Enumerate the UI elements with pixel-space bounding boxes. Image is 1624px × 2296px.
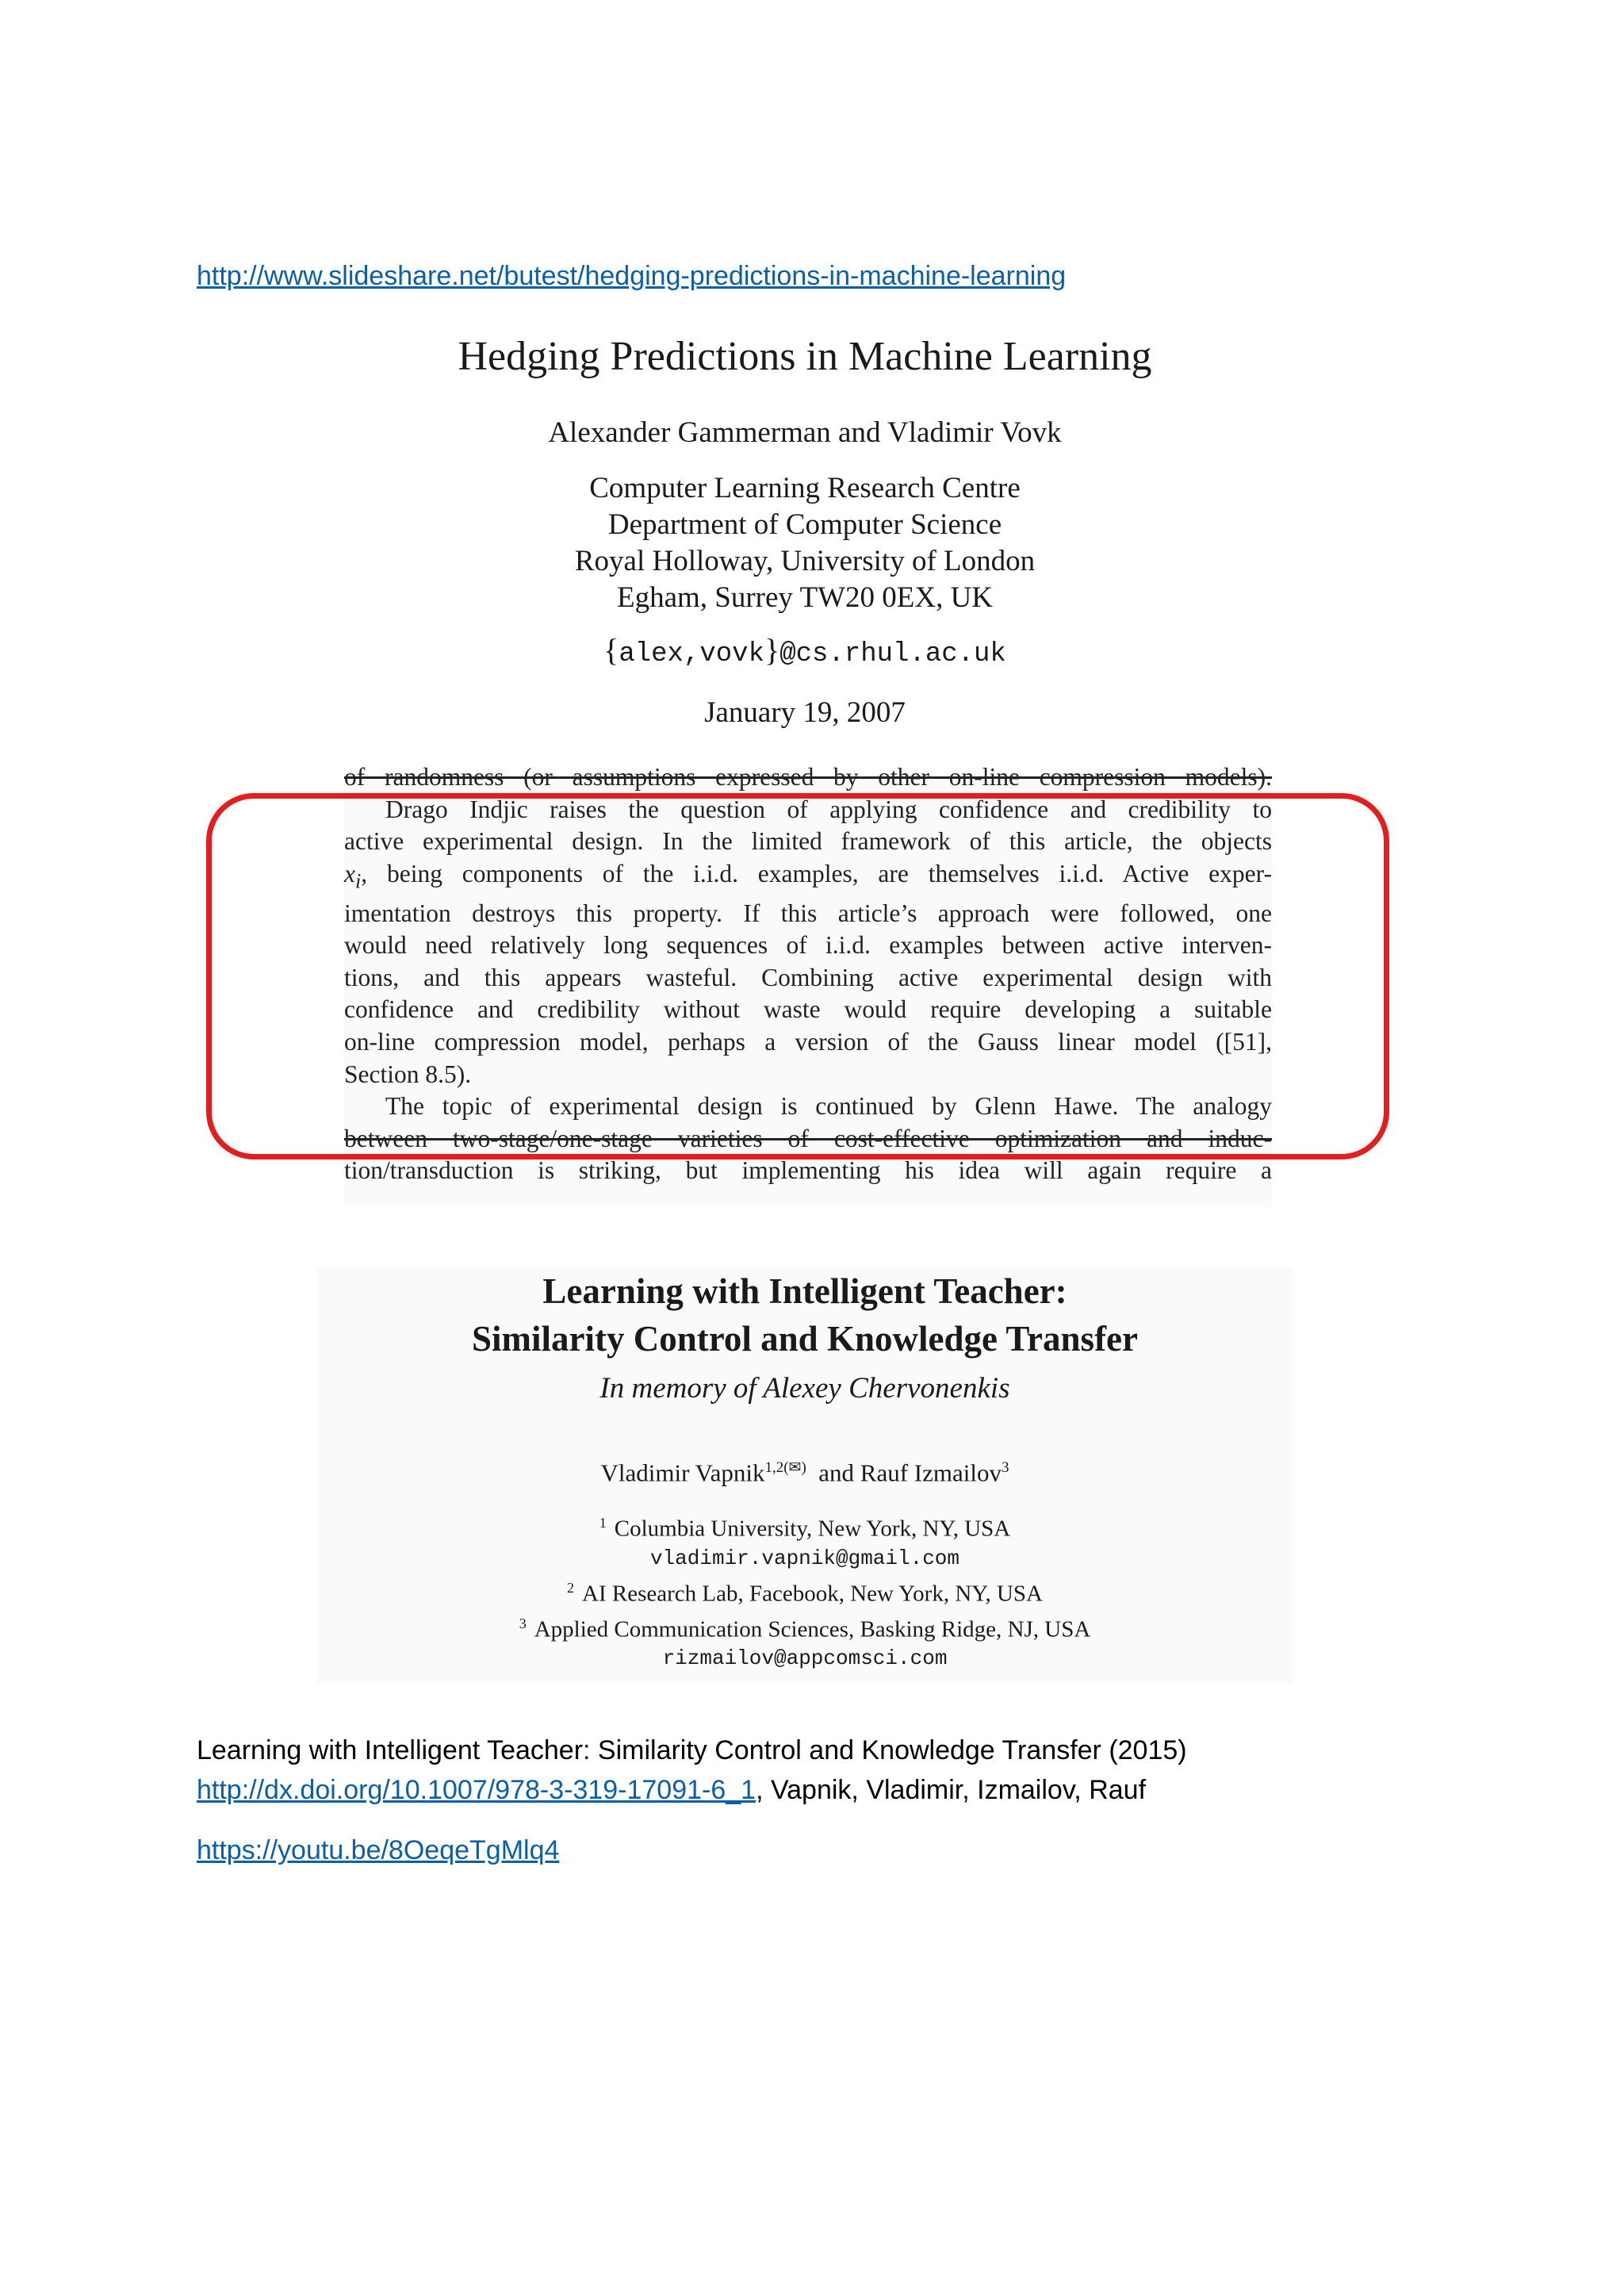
affil-number: 3	[519, 1615, 527, 1631]
excerpt-line: would need relatively long sequences of i.i.d. examples between active interven-	[344, 931, 1272, 960]
affiliation-line	[317, 1508, 1293, 1544]
reference-authors: , Vapnik, Vladimir, Izmailov, Rauf	[756, 1775, 1147, 1805]
email-domain: @cs.rhul.ac.uk	[779, 639, 1006, 669]
excerpt-line-rest: , being components of the i.i.d. examples, are themselves i.i.d. Active exper-	[361, 859, 1272, 887]
excerpt-line: Drago Indjic raises the question of applying confidence and credibility to	[385, 795, 1272, 823]
paper1-affiliation	[317, 470, 1293, 616]
excerpt-line: Section 8.5).	[344, 1060, 472, 1088]
excerpt-line: imentation destroys this property. If this article’s approach were followed, one	[344, 899, 1272, 927]
affiliation-email: rizmailov@appcomsci.com	[662, 1646, 948, 1671]
reference-title: Learning with Intelligent Teacher: Similarity Control and Knowledge Transfer (2015)	[197, 1735, 1187, 1765]
affil-text: Applied Communication Sciences, Basking Ridge, NJ, USA	[534, 1616, 1091, 1642]
author-marks: 1,2(✉)	[764, 1459, 806, 1476]
excerpt-line: between two-stage/one-stage varieties of cost-effective optimization and induc-	[344, 1124, 1272, 1152]
excerpt-line: tions, and this appears wasteful. Combining active experimental design with	[344, 963, 1272, 991]
paper2-dedication: In memory of Alexey Chervonenkis	[599, 1372, 1010, 1405]
excerpt-line: tion/transduction is striking, but implementing his idea will again require a	[344, 1156, 1272, 1185]
reference-line	[197, 1770, 1187, 1810]
math-subscript: i	[354, 869, 362, 893]
brace-open: {	[603, 632, 619, 668]
math-variable: x	[344, 859, 355, 887]
paper1-header	[317, 321, 1293, 733]
author-name: and Rauf Izmailov	[818, 1458, 1002, 1487]
affil-text: AI Research Lab, Facebook, New York, NY, USA	[582, 1581, 1043, 1607]
highlight-box	[206, 793, 1389, 1159]
excerpt-line: The topic of experimental design is continued by Glenn Hawe. The analogy	[385, 1092, 1272, 1121]
paper1-email	[317, 631, 1293, 674]
affiliation-line	[317, 1573, 1293, 1609]
paper2-authors	[317, 1450, 1293, 1491]
paper1-title: Hedging Predictions in Machine Learning	[458, 334, 1152, 379]
affil-text: Columbia University, New York, NY, USA	[614, 1516, 1011, 1542]
paper1-authors: Alexander Gammerman and Vladimir Vovk	[548, 416, 1062, 449]
paper1-date: January 19, 2007	[704, 696, 906, 729]
slideshare-link[interactable]: http://www.slideshare.net/butest/hedging-predictions-in-machine-learning	[197, 261, 1067, 291]
affil-number: 1	[599, 1515, 607, 1531]
affil-number: 2	[567, 1579, 574, 1596]
paper2-title-line: Learning with Intelligent Teacher:	[542, 1271, 1067, 1311]
affiliation-line: Computer Learning Research Centre	[589, 472, 1021, 504]
paper2-affiliations	[317, 1508, 1293, 1673]
affiliation-email: vladimir.vapnik@gmail.com	[649, 1546, 960, 1570]
affiliation-line	[317, 1609, 1293, 1645]
author-name: Vladimir Vapnik	[600, 1458, 765, 1487]
paper2-header	[317, 1267, 1293, 1683]
paper2-title	[317, 1267, 1293, 1363]
affiliation-line: Egham, Surrey TW20 0EX, UK	[616, 581, 994, 614]
excerpt-line: of randomness (or assumptions expressed by other on-line compression models).	[344, 763, 1272, 791]
youtube-link[interactable]: https://youtu.be/8OeqeTgMlq4	[197, 1835, 560, 1865]
brace-close: }	[764, 632, 780, 668]
reference-block	[197, 1731, 1187, 1810]
excerpt-line: active experimental design. In the limited framework of this article, the objects	[344, 827, 1272, 856]
email-names: alex,vovk	[619, 639, 764, 669]
excerpt-line: on-line compression model, perhaps a version of the Gauss linear model ([51],	[344, 1028, 1272, 1056]
doi-link[interactable]: http://dx.doi.org/10.1007/978-3-319-17091-6_1	[197, 1775, 756, 1805]
author-marks: 3	[1001, 1459, 1009, 1476]
excerpt-line: confidence and credibility without waste would require developing a suitable	[344, 995, 1272, 1024]
affiliation-line: Royal Holloway, University of London	[574, 545, 1036, 577]
affiliation-line: Department of Computer Science	[607, 508, 1002, 541]
paper2-title-line: Similarity Control and Knowledge Transfer	[471, 1319, 1138, 1359]
